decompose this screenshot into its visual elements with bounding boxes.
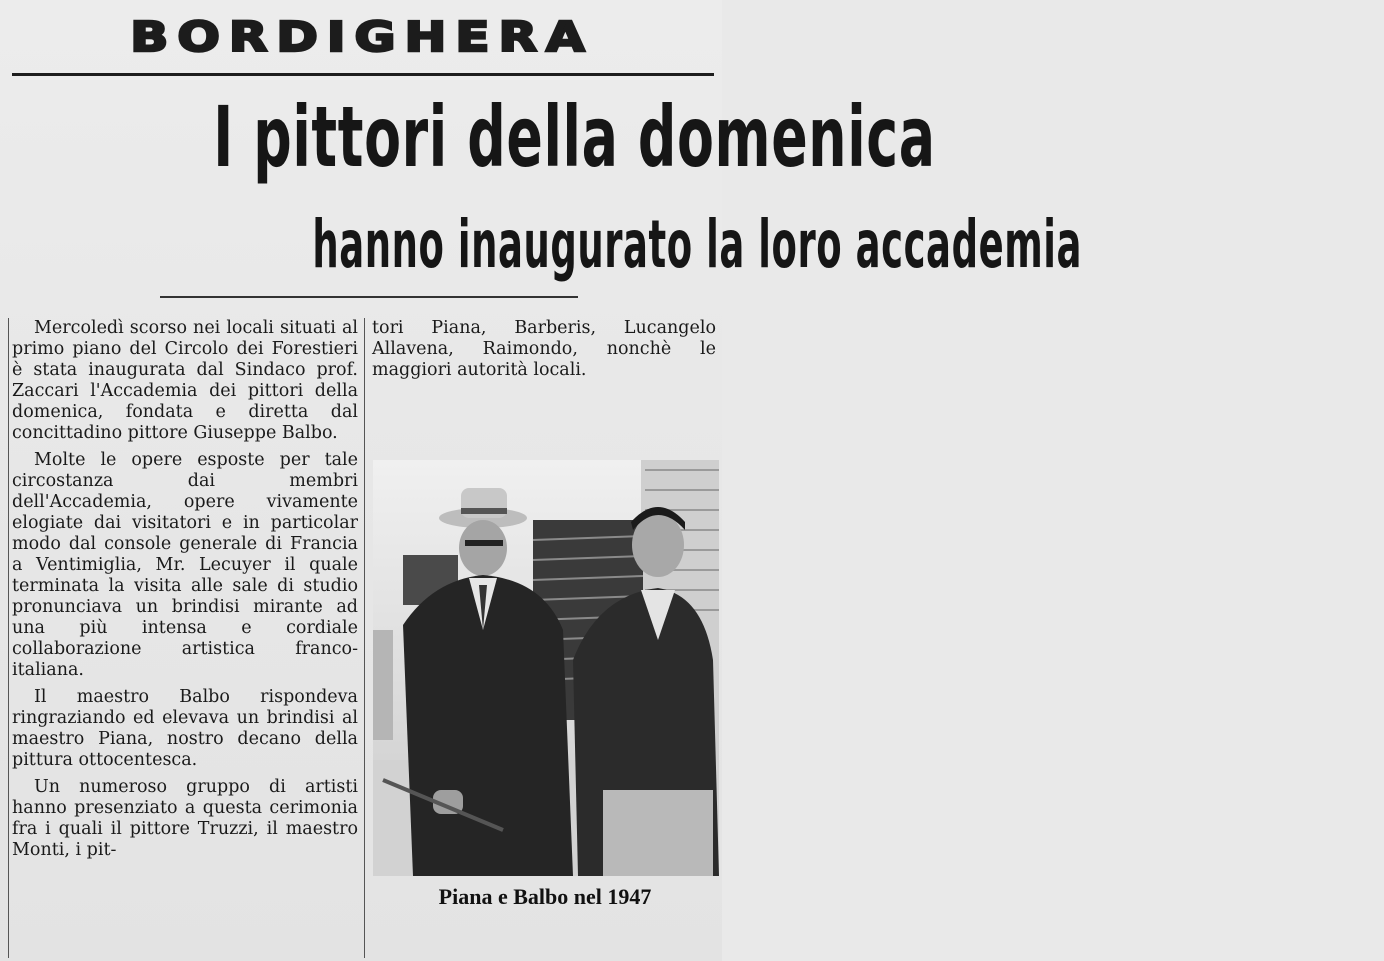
article-paragraph: Un numeroso gruppo di artisti hanno presenziato a questa cerimonia fra i quali il pittore Truzzi, il maestro Monti, i pit- [12, 777, 358, 860]
article-column-left [12, 318, 365, 958]
column-border-left [8, 318, 9, 958]
article-paragraph: Mercoledì scorso nei locali situati al primo piano del Circolo dei Forestieri è stata inaugurata dal Sindaco prof. Zaccari l'Accademia dei pittori della domenica, fondata e diretta dal concittadino pittore Giuseppe Balbo. [12, 318, 358, 443]
masthead [12, 2, 712, 72]
headline-line-1: I pittori della domenica [213, 88, 936, 186]
article-paragraph: Molte le opere esposte per tale circostanza dai membri dell'Accademia, opere vivamente elogiate dai visitatori e in particolar modo dal console generale di Francia a Ventimiglia, Mr. Lecuyer il quale terminata la visita alle sale di studio pronunciava un brindisi mirante ad una più intensa e cordiale collaborazione artistica franco-italiana. [12, 450, 358, 680]
photo-illustration [373, 460, 719, 876]
photo-caption: Piana e Balbo nel 1947 [438, 884, 652, 909]
masthead-title: BORDIGHERA [130, 13, 594, 61]
article-paragraph: Il maestro Balbo rispondeva ringraziando ed elevava un brindisi al maestro Piana, nostro decano della pittura ottocentesca. [12, 687, 358, 770]
masthead-rule [12, 73, 714, 76]
headline-line-2: hanno inaugurato la loro accademia [312, 206, 1083, 283]
article-column-right [372, 318, 716, 381]
headline-rule [160, 296, 578, 298]
article-paragraph: tori Piana, Barberis, Lucangelo Allavena, Raimondo, nonchè le maggiori autorità locali. [372, 318, 716, 380]
photo-two-men [373, 460, 719, 876]
